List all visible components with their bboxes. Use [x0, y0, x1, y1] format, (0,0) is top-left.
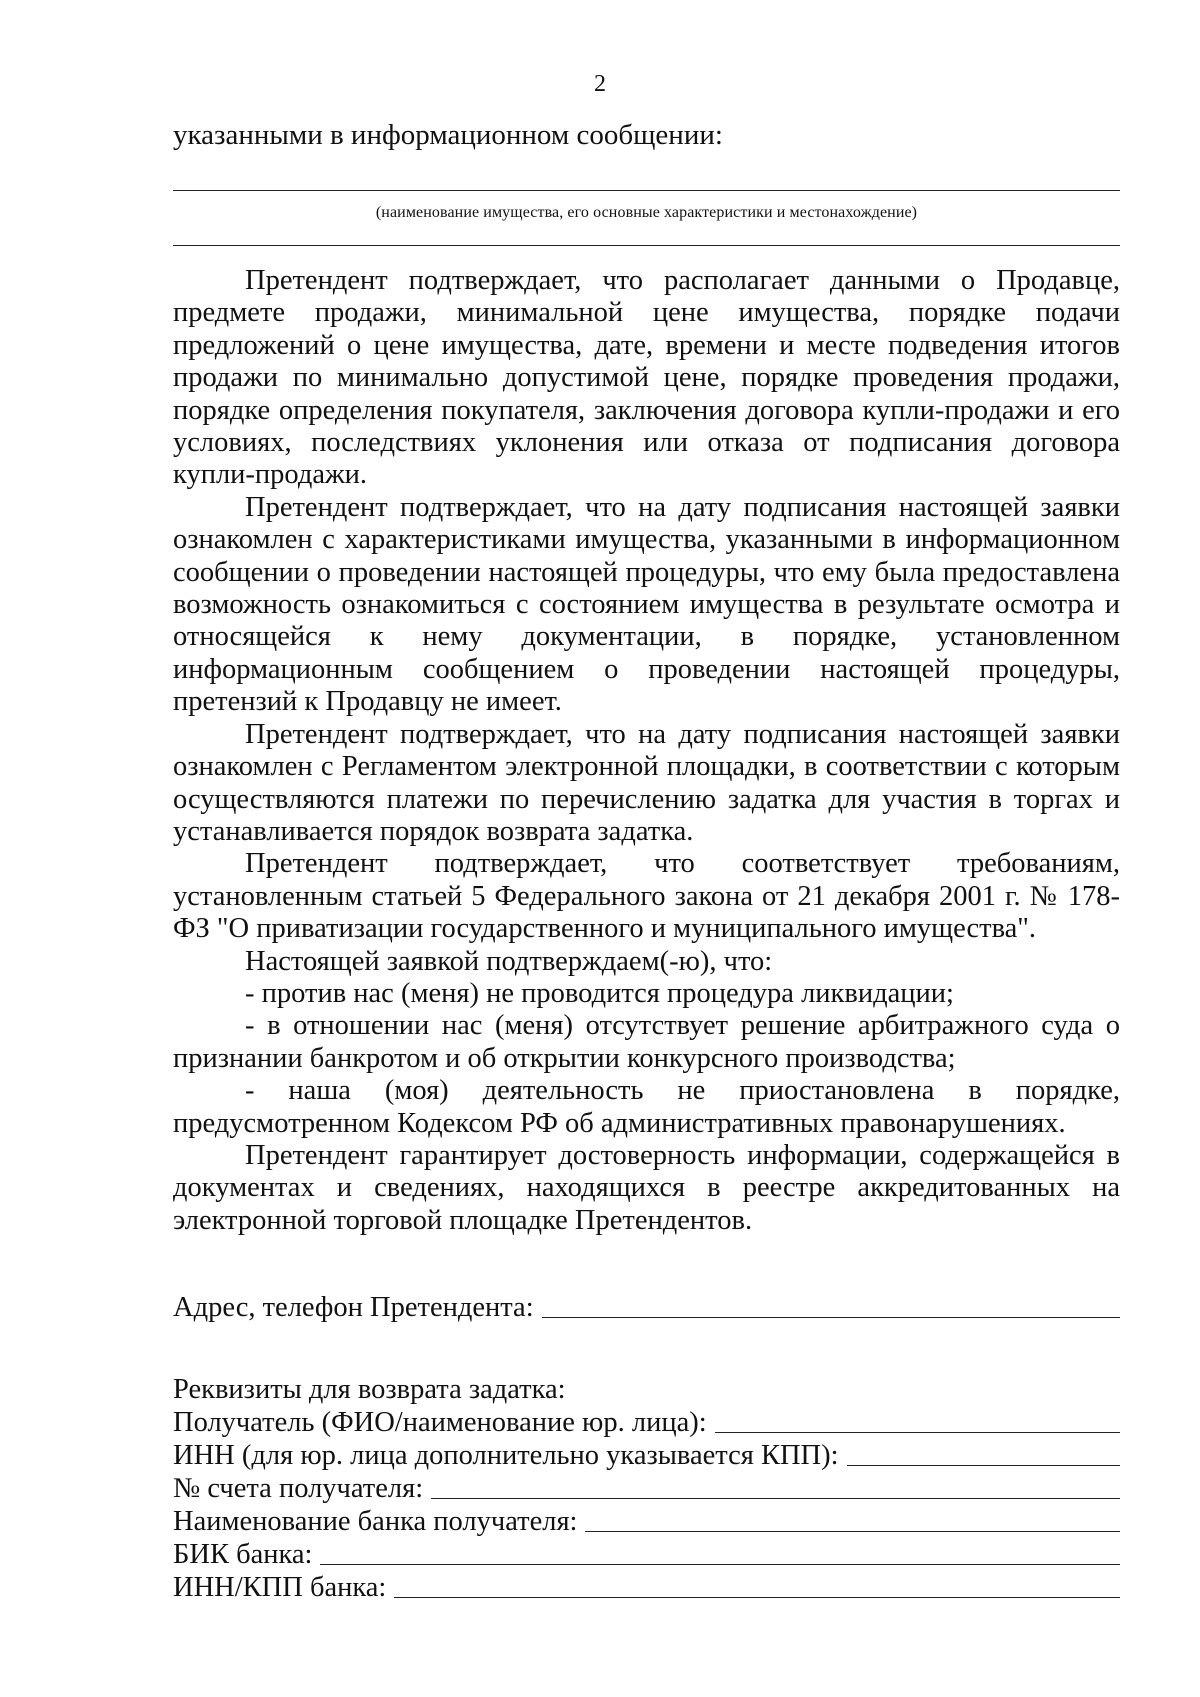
list-item: - против нас (меня) не проводится процедура ликвидации;: [245, 977, 954, 1009]
paragraph: Претендент подтверждает, что на дату подписания настоящей заявки ознакомлен с характеристиками имущества, указанными в информационном сообщении о проведении настоящей процедуры, что ему была предоставлена возможность ознакомиться с состоянием имущества в результате осмотра и относящейся к нему документации, в порядке, установленном информационным сообщением о проведении настоящей процедуры, претензий к Продавцу не имеет.: [173, 491, 1120, 718]
bank-name-label: Наименование банка получателя:: [173, 1506, 578, 1537]
paragraph: Претендент подтверждает, что соответствует требованиям, установленным статьей 5 Федерального закона от 21 декабря 2001 г. № 178-ФЗ "О приватизации государственного и муниципального имущества".: [173, 848, 1120, 945]
applicant-form: [173, 1291, 1120, 1604]
address-field[interactable]: [542, 1317, 1120, 1318]
bank-name-field[interactable]: [585, 1531, 1120, 1532]
bik-field[interactable]: [320, 1564, 1120, 1565]
bank-inn-row: [173, 1571, 1120, 1604]
paragraph: Претендент гарантирует достоверность информации, содержащейся в документах и сведениях, находящихся в реестре аккредитованных на электронной торговой площадке Претендентов.: [173, 1139, 1120, 1236]
address-label: Адрес, телефон Претендента:: [173, 1292, 534, 1323]
lead-text: указанными в информационном сообщении:: [173, 119, 723, 151]
recipient-label: Получатель (ФИО/наименование юр. лица):: [173, 1407, 707, 1438]
account-field[interactable]: [431, 1498, 1120, 1499]
declarations-body: [173, 265, 1120, 1237]
paragraph: Настоящей заявкой подтверждаем(-ю), что:: [245, 945, 773, 977]
property-fill-line: [173, 190, 1120, 191]
inn-label: ИНН (для юр. лица дополнительно указывается КПП):: [173, 1440, 839, 1471]
bank-inn-field[interactable]: [394, 1597, 1120, 1598]
list-item: - в отношении нас (меня) отсутствует решение арбитражного суда о признании банкротом и об открытии конкурсного производства;: [173, 1010, 1120, 1074]
paragraph: Претендент подтверждает, что на дату подписания настоящей заявки ознакомлен с Регламентом электронной площадки, в соответствии с которым осуществляются платежи по перечислению задатка для участия в торгах и устанавливается порядок возврата задатка.: [173, 718, 1120, 847]
page-number: 2: [594, 71, 606, 97]
list-item: - наша (моя) деятельность не приостановлена в порядке, предусмотренном Кодексом РФ об административных правонарушениях.: [173, 1075, 1120, 1139]
account-label: № счета получателя:: [173, 1473, 424, 1504]
refund-heading: Реквизиты для возврата задатка:: [173, 1374, 566, 1405]
account-row: [173, 1472, 1120, 1505]
paragraph: Претендент подтверждает, что располагает данными о Продавце, предмете продажи, минимальной цене имущества, порядке подачи предложений о цене имущества, дате, времени и месте подведения итогов продажи по минимально допустимой цене, порядке проведения продажи, порядке определения покупателя, заключения договора купли-продажи и его условиях, последствиях уклонения или отказа от подписания договора купли-продажи.: [173, 265, 1120, 491]
address-row: [173, 1291, 1120, 1324]
recipient-row: [173, 1406, 1120, 1439]
form-gap: [173, 1324, 1120, 1373]
bik-row: [173, 1538, 1120, 1571]
property-fill-line-2: [173, 245, 1120, 246]
inn-row: [173, 1439, 1120, 1472]
inn-field[interactable]: [847, 1465, 1120, 1466]
bank-inn-label: ИНН/КПП банка:: [173, 1572, 387, 1603]
bik-label: БИК банка:: [173, 1539, 313, 1570]
property-caption: (наименование имущества, его основные характеристики и местонахождение): [375, 204, 918, 221]
bank-name-row: [173, 1505, 1120, 1538]
recipient-field[interactable]: [715, 1432, 1120, 1433]
